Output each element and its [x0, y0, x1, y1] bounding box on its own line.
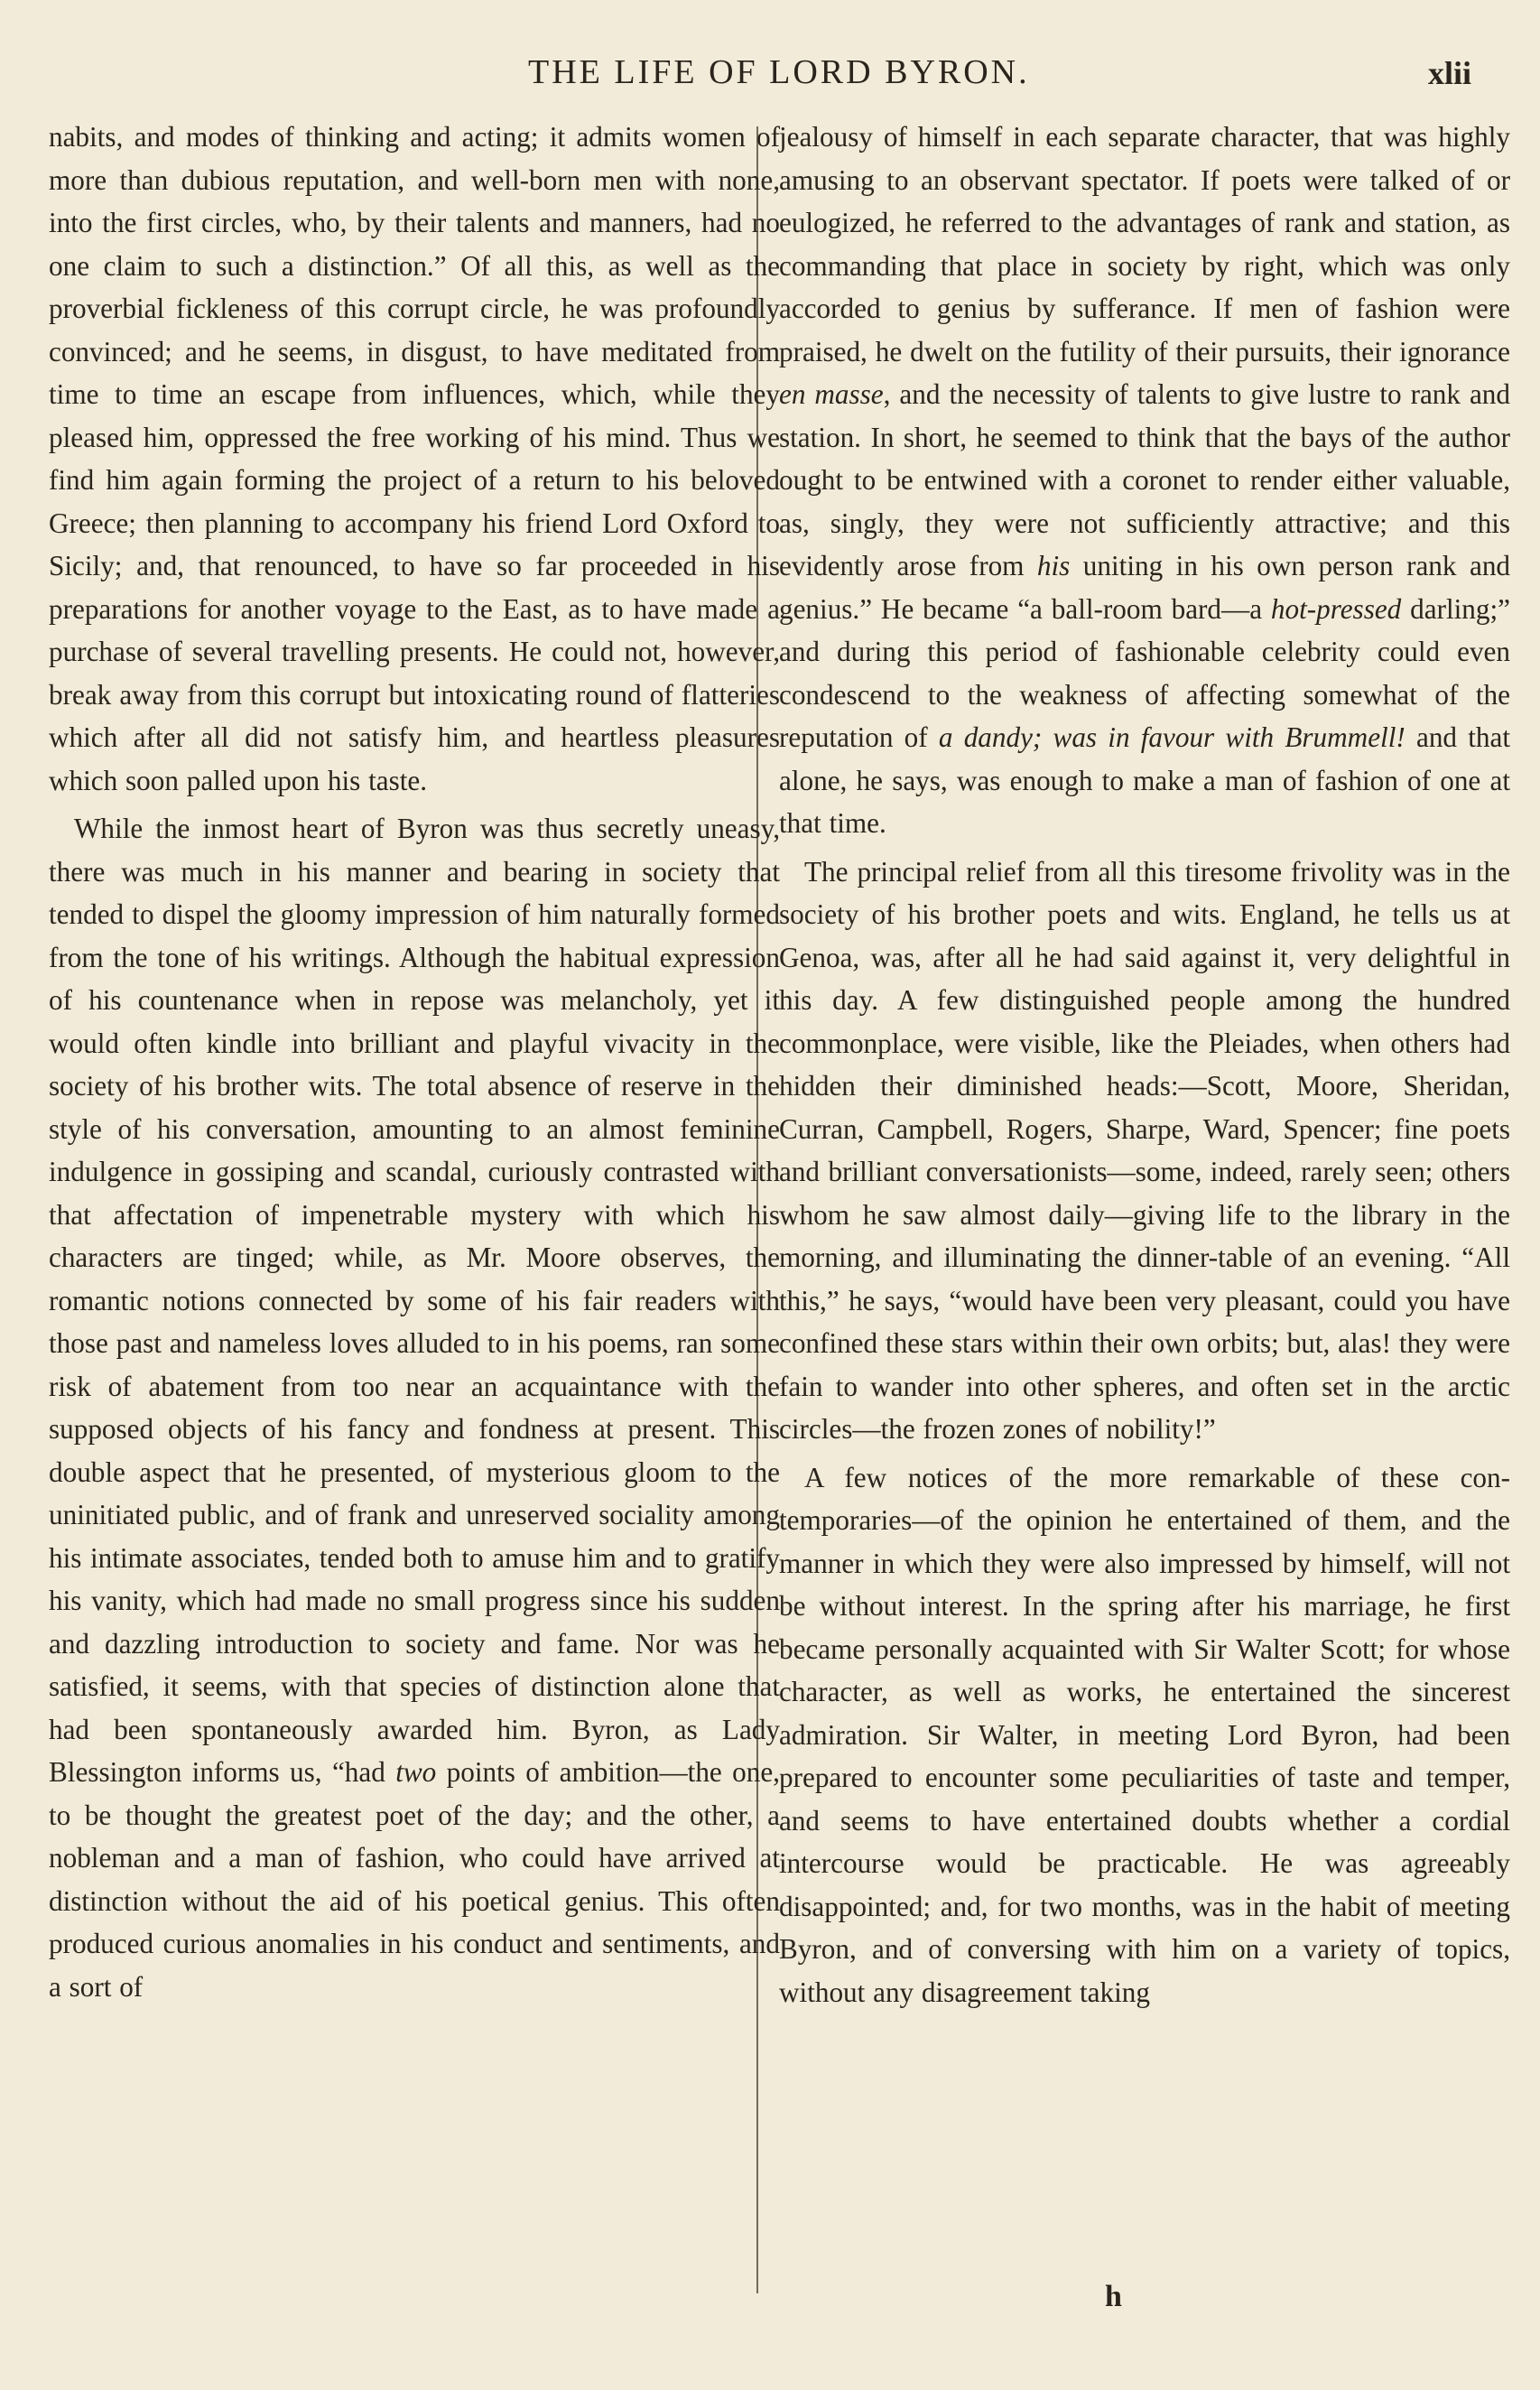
right-p1-emphasis-2: his: [1036, 550, 1071, 581]
right-paragraph-1: [779, 116, 1510, 845]
left-column: [49, 116, 780, 2301]
left-p2-text-b: points of ambition—the one, to be thought the greatest poet of the day; and the other, a nobleman and a man of fashion, who could have arrived at distinction without the aid of his poetical genius. This often produced curious anomalies in his conduct and sentiments, and a sort of: [49, 1756, 780, 2003]
right-p1-text-a: jealousy of himself in each separate character, that was highly amusing to an observant spectator. If poets were talked of or eulogized, he referred to the advantages of rank and station, as commanding that place in society by right, which was only accorded to genius by sufferance. If men of fashion were praised, he dwelt on the futility of their pursuits, their ignorance: [779, 121, 1510, 367]
printer-signature-mark: h: [1105, 2280, 1122, 2313]
left-p2-emphasis: two: [395, 1756, 437, 1788]
right-p1-text-c: uniting in his own person rank and genius.” He became “a ball-room bard—a: [779, 550, 1511, 625]
page-number: xlii: [1428, 55, 1472, 91]
right-column: [779, 116, 1510, 2301]
right-p1-emphasis-4: a dandy; was in favour with Brummell!: [938, 721, 1405, 753]
left-paragraph-2: [49, 807, 780, 2008]
right-p1-emphasis-3: hot-pressed: [1270, 592, 1402, 625]
right-p1-text-b: , and the necessity of talents to give lustre to rank and station. In short, he seemed to think that the bays of the author ought to be entwined with a coronet to render either valuable, as, singly, they were not sufficiently attractive; and this evidently arose from: [779, 378, 1510, 581]
running-title: THE LIFE OF LORD BYRON.: [528, 53, 1030, 91]
right-p1-text-e: and that alone, he says, was enough to make a man of fashion of one at that time.: [779, 721, 1510, 839]
right-paragraph-2: The principal relief from all this tiresome frivolity was in the society of his brother poets and wits. England, he tells us at Genoa, was, after all he had said against it, very delightful in his day. A few distinguished people among the hundred commonplace, were visible, like the Pleiades, when others had hidden their diminished heads:—Scott, Moore, Sheridan, Curran, Campbell, Rogers, Sharpe, Ward, Spencer; fine poets and brilliant conversationists—some, indeed, rarely seen; others whom he saw almost daily—giving life to the library in the morning, and illuminating the dinner-table of an evening. “All this,” he says, “would have been very pleasant, could you have confined these stars within their own orbits; but, alas! they were fain to wander into other spheres, and often set in the arctic circles—the frozen zones of nobility!”: [779, 855, 1510, 1445]
right-paragraph-3: A few notices of the more remarkable of these contemporaries—of the opinion he entertained of them, and the manner in which they were also impressed by himself, will not be without interest. In the spring after his marriage, he first became personally acquainted with Sir Walter Scott; for whose character, as well as works, he entertained the sincerest admiration. Sir Walter, in meeting Lord Byron, had been prepared to encounter some peculiarities of taste and temper, and seems to have entertained doubts whether a cordial intercourse would be practicable. He was agreeably disappointed; and, for two months, was in the habit of meeting Byron, and of conversing with him on a variety of topics, without any disagreement taking: [779, 1461, 1510, 2008]
right-p1-text-d: darling;” and during this period of fashionable celebrity could even condescend to the weakness of affecting somewhat of the reputation of: [779, 592, 1510, 753]
left-p2-text-a: While the inmost heart of Byron was thus secretly uneasy, there was much in his manner and bearing in society that tended to dispel the gloomy impression of him naturally formed from the tone of his writings. Although the habitual expression of his countenance when in repose was melancholy, yet it would often kindle into brilliant and playful vivacity in the society of his brother wits. The total absence of reserve in the style of his conversation, amounting to an almost feminine indulgence in gossiping and scandal, curiously contrasted with that affectation of impenetrable mystery with which his characters are tinged; while, as Mr. Moore observes, the romantic notions connected by some of his fair readers with those past and nameless loves alluded to in his poems, ran some risk of abatement from too near an acquaintance with the supposed objects of his fancy and fondness at present. This double aspect that he presented, of mysterious gloom to the uninitiated public, and of frank and unreserved sociality among his intimate associates, tended both to amuse him and to gratify his vanity, which had made no small progress since his sudden and dazzling introduction to society and fame. Nor was he satisfied, it seems, with that species of distinction alone that had been spontaneously awarded him. Byron, as Lady Blessington informs us, “had: [49, 813, 780, 1788]
right-p1-emphasis-1: en masse: [779, 378, 884, 410]
left-paragraph-1: nabits, and modes of thinking and acting; it admits women of more than dubious reputation, and well-born men with none, into the first circles, who, by their talents and manners, had no one claim to such a distinction.” Of all this, as well as the proverbial fickleness of this corrupt circle, he was profoundly convinced; and he seems, in disgust, to have meditated from time to time an escape from influences, which, while they pleased him, oppressed the free working of his mind. Thus we find him again forming the project of a return to his beloved Greece; then planning to accompany his friend Lord Oxford to Sicily; and, that renounced, to have so far proceeded in his preparations for another voyage to the East, as to have made a purchase of several travelling presents. He could not, however, break away from this corrupt but intoxicating round of flatteries which after all did not satisfy him, and heartless pleasures which soon palled upon his taste.: [49, 121, 780, 796]
page-header: [0, 52, 1540, 101]
